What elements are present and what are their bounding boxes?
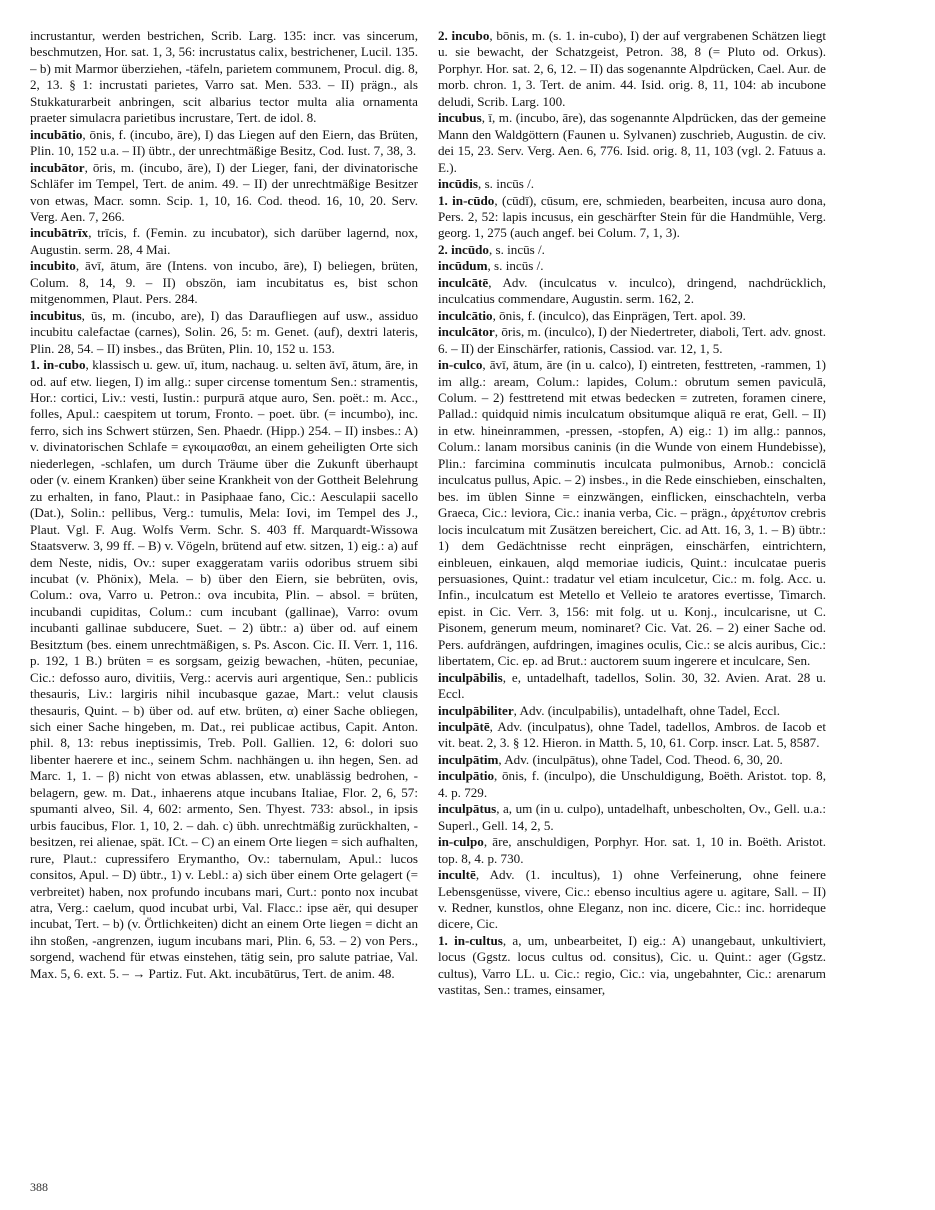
entry-headword: incubātrīx bbox=[30, 225, 89, 241]
entry-headword: inculpātē bbox=[438, 719, 490, 735]
entry-grammar: , ōris, m. (inculco), bbox=[494, 324, 595, 340]
entry-definition: untadelhaft, ohne Tadel, Eccl. bbox=[620, 702, 781, 718]
entry-grammar: , klassisch u. gew. uī, itum, nachaug. u. selten āvī, ātum, āre, bbox=[85, 357, 405, 373]
entry-headword: inculcātio bbox=[438, 307, 493, 323]
entry-definition: ohne Tadel, Cod. Theod. 6, 30, 20. bbox=[598, 751, 783, 767]
dictionary-entry bbox=[438, 752, 826, 768]
entry-grammar: , ōris, m. (incubo, āre), bbox=[84, 159, 212, 175]
entry-grammar: , ōnis, f. (incubo, āre), bbox=[82, 126, 201, 142]
entry-headword: incubātor bbox=[30, 159, 85, 175]
entry-grammar: , āvī, ātum, āre (in u. calco), bbox=[482, 357, 635, 373]
entry-definition: incūs /. bbox=[503, 241, 545, 257]
entry-definition: anschuldigen, Porphyr. Hor. sat. 1, 10 in. Boëth. Aristot. top. 8, 4. p. 730. bbox=[438, 834, 826, 866]
dictionary-entry bbox=[438, 933, 826, 999]
entry-headword: incūdum bbox=[438, 258, 488, 274]
entry-headword: in-culco bbox=[438, 357, 483, 373]
entry-grammar: , trīcis, f. (Femin. zu incubator), bbox=[88, 225, 269, 241]
entry-definition: untadelhaft, tadellos, Solin. 30, 32. Avien. Arat. 28 u. Eccl. bbox=[438, 669, 826, 702]
dictionary-entry bbox=[438, 834, 826, 867]
dictionary-entry bbox=[30, 28, 418, 127]
dictionary-entry bbox=[438, 768, 826, 801]
entry-definition: dringend, nachdrücklich, inculcatius commendare, Augustin. serm. 162, 2. bbox=[438, 274, 826, 307]
entry-grammar: , s. bbox=[488, 241, 504, 257]
entry-headword: 2. incūdo bbox=[438, 241, 489, 257]
entry-definition: I) der Lieger, fani, der divinatorische Schläfer im Tempel, Tert. de anim. 49. – II) der unrechtmäßige Besitzer von etwas, Macr. somn. Scip. 1, 10, 16. Cod. theod. 16, 10, 20. Serv. Verg. Aen. 7, 266. bbox=[30, 159, 418, 224]
entry-grammar: , ōnis, f. (inculco), bbox=[492, 307, 589, 323]
page-number: 388 bbox=[30, 1180, 48, 1194]
dictionary-entry bbox=[438, 719, 826, 752]
entry-headword: incultē bbox=[438, 867, 476, 883]
dictionary-entry bbox=[30, 308, 418, 357]
entry-definition: untadelhaft, unbescholten, Ov., Gell. u.a.: Superl., Gell. 14, 2, 5. bbox=[438, 801, 826, 833]
dictionary-entry bbox=[438, 275, 826, 308]
entry-grammar: , Adv. (inculpātus), bbox=[498, 751, 599, 767]
entry-headword: 1. in-cūdo bbox=[438, 192, 495, 208]
entry-definition: schmieden, bearbeiten, incusa auro dona, Pers. 2, 52: lapis incusus, ein geschärfter Stein für die Handmühle, Verg. georg. 1, 275 (auch angef. bei Colum. 7, 1, 3). bbox=[438, 192, 826, 241]
dictionary-entry bbox=[438, 258, 826, 274]
entry-definition: ohne Tadel, tadellos, Ambros. de Iacob et vit. beat. 2, 3. § 12. Hieron. in Matth. 5, 10, 61. Corp. inscr. Lat. 5, 8587. bbox=[438, 719, 826, 751]
entry-headword: inculpātio bbox=[438, 768, 495, 784]
dictionary-entry bbox=[438, 176, 826, 192]
entry-grammar: , ūs, m. (incubo, are), bbox=[81, 307, 205, 323]
dictionary-entry bbox=[30, 160, 418, 226]
entry-definition: die Unschuldigung, Boëth. Aristot. top. 8, 4. p. 729. bbox=[438, 768, 826, 800]
entry-grammar: , e, bbox=[502, 669, 522, 685]
entry-headword: inculpātim bbox=[438, 751, 499, 767]
entry-headword: inculpābiliter bbox=[438, 702, 514, 718]
entry-definition: das sogenannte Alpdrücken, das der gemeine Mann den Waldgöttern (Faunen u. Sylvanen) zuschrieb, Augustin. de civ. dei 15, 23. Serv. Verg. Aen. 6, 776. Isid. orig. 8, 11, 103 (vgl. 2. Fatuus a. E.). bbox=[438, 110, 826, 175]
entry-grammar: , a, um (in u. culpo), bbox=[496, 801, 604, 817]
dictionary-entry bbox=[30, 225, 418, 258]
entry-headword: 2. incubo bbox=[438, 28, 490, 43]
entry-grammar: , ōnis, f. (inculpo), bbox=[494, 768, 596, 784]
dictionary-entry bbox=[30, 127, 418, 160]
dictionary-entry bbox=[438, 308, 826, 324]
entry-headword: incubus bbox=[438, 110, 482, 126]
dictionary-entry bbox=[438, 110, 826, 176]
entry-headword: incūdis bbox=[438, 176, 479, 192]
dictionary-entry bbox=[438, 28, 826, 110]
entry-headword: inculcātor bbox=[438, 324, 495, 340]
entry-headword: 1. in-cultus bbox=[438, 932, 503, 948]
dictionary-entry bbox=[438, 703, 826, 719]
entry-grammar: , āvī, ātum, āre (Intens. von incubo, āre), bbox=[75, 258, 308, 274]
dictionary-entry bbox=[438, 242, 826, 258]
entry-grammar: , Adv. (inculpatus), bbox=[489, 719, 594, 735]
entry-definition: incūs /. bbox=[492, 176, 535, 192]
entry-grammar: , a, um, bbox=[502, 932, 548, 948]
entry-headword: incubitus bbox=[30, 307, 82, 323]
entry-grammar: , s. bbox=[487, 258, 503, 274]
entry-definition: sich darüber lagernd, nox, Augustin. serm. 28, 4 Mai. bbox=[30, 225, 418, 257]
entry-grammar: , (cūdī), cūsum, ere, bbox=[494, 192, 602, 208]
dictionary-entry bbox=[438, 324, 826, 357]
entry-definition: das Einprägen, Tert. apol. 39. bbox=[588, 307, 746, 323]
entry-definition: I) der auf vergrabenen Schätzen liegt u. sie bewacht, der Schatzgeist, Petron. 38, 8 (= Pluto od. Orkus). Porphyr. Hor. sat. 2, 6, 12. – II) das sogenannte Alpdrücken, Cael. Aur. de morb. chron. 1, 3. Tert. de anim. 44. Isid. orig. 8, 11, 104: ab incubone deludi, Scrib. Larg. 100. bbox=[438, 28, 826, 109]
entry-headword: 1. in-cubo bbox=[30, 357, 86, 373]
dictionary-entry bbox=[30, 258, 418, 307]
entry-definition: ohne Verfeinerung, ohne feinere Lebensgenüsse, vivere, Cic.: ebenso incultius agere u. agitare, Sall. – II) v. Redner, kunstlos, ohne Eleganz, non inc. dicere, Cic.: inc. horrideque dicere, Cic. bbox=[438, 867, 826, 932]
entry-definition: incūs /. bbox=[502, 258, 544, 274]
entry-grammar: , ī, m. (incubo, āre), bbox=[481, 110, 587, 126]
dictionary-entry bbox=[438, 193, 826, 242]
dictionary-entry bbox=[438, 801, 826, 834]
entry-definition: incrustantur, werden bestrichen, Scrib. Larg. 135: incr. vas sincerum, beschmutzen, Hor. sat. 1, 3, 56: incrustatus calix, bestrichener, Lucil. 135. – b) mit Marmor überziehen, -täfeln, parietem communem, Procul. dig. 8, 2, 13. § 1: incrustati parietes, Varro sat. Men. 533. – II) prägn., als Stukkaturarbeit anbringen, scit albarius tector multa alia ornamenta praeter simulacra parietibus incrustare, Tert. de idol. 8. bbox=[30, 28, 418, 126]
entry-definition: I) beliegen, brüten, Colum. 8, 14, 9. – II) obszön, iam incubitatus es, bist schon mitgenommen, Plaut. Pers. 284. bbox=[30, 258, 418, 307]
entry-headword: incubātio bbox=[30, 126, 83, 142]
entry-grammar: , bōnis, m. (s. 1. in-cubo), bbox=[489, 28, 627, 43]
entry-definition: unbearbeitet, I) eig.: A) unangebaut, unkultiviert, locus (Ggstz. locus cultus od. consitus), Cic. u. Quint.: ager (Ggstz. cultus), Varro LL. u. Cic.: regio, Cic.: via, ungebahnter, Cic.: arenarum vastitas, Sen.: trames, einsamer, bbox=[438, 932, 826, 998]
right-column bbox=[438, 28, 826, 1178]
dictionary-entry bbox=[30, 357, 418, 982]
entry-grammar: , Adv. (inculcatus v. inculco), bbox=[488, 274, 676, 290]
dictionary-entry bbox=[438, 670, 826, 703]
entry-definition: I) das Liegen auf den Eiern, das Brüten, Plin. 10, 152 u.a. – II) übtr., der unrechtmäßige Besitz, Cod. Iust. 7, 38, 3. bbox=[30, 126, 418, 159]
dictionary-entry bbox=[438, 357, 826, 670]
entry-definition: I) das Daraufliegen auf usw., assiduo incubitu calefactae (carnes), Solin. 26, 5: m. Genet. (auf), dextri lateris, Plin. 28, 54. – II) insbes., das Brüten, Plin. 10, 152 u. 153. bbox=[30, 307, 418, 356]
entry-grammar: , s. bbox=[478, 176, 493, 192]
entry-grammar: , āre, bbox=[483, 834, 512, 850]
entry-headword: incubito bbox=[30, 258, 76, 274]
entry-headword: in-culpo bbox=[438, 834, 484, 850]
entry-headword: inculcātē bbox=[438, 274, 489, 290]
entry-headword: inculpābilis bbox=[438, 669, 503, 685]
dictionary-entry bbox=[438, 867, 826, 933]
entry-definition: I) eintreten, festtreten, -rammen, 1) im allg.: aream, Colum.: lapides, Colum.: obrutum semen paviculā, Colum. – 2) festtretend mit etwas bedecken = zutreten, foramen cinere, Pallad.: quidquid nimis inculcatum obsitumque aliquā re erat, Gell. – II) in etw. hineinrammen, -pressen, -stopfen, A) eig.: 1) im allg.: pannos, Colum.: lanam morsibus caninis (in die Wunde von einem Hundebisse), Plin.: farcimina comminutis inculcata pulmonibus, Arnob.: conciclā inculcatus pullus, Apic. – 2) insbes., in die Rede einschieben, einschalten, bes. im üblen Sinne = einzwängen, einflicken, einschachteln, verba Graeca, Cic.: leviora, Cic.: inania verba, Cic. – prägn., ἀρχέτυπον crebris locis inculcatum mit Zusätzen bereichert, Cic. ad Att. 16, 3, 1. – B) übtr.: 1) dem Gedächtnisse recht einprägen, einschärfen, eintrichtern, einbleuen, einkauen, alqd memoriae iudicis, Quint.: inculcatae pueris persuasiones, Quint.: tradatur vel etiam inculcetur, Cic.: m. folg. Acc. u. Infin., inculcatum est Metello et Velleio te aratores evertisse, Timarch. epist. in Cic. Verr. 3, 156: mit folg. ut u. Konj., inculcarisne, ut C. Pisonem, generum meum, nominaret? Cic. Vat. 26. – 2) einer Sache od. Pers. aufdrängen, aufdringen, imagines oculis, Cic.: se alcis auribus, Cic.: libertatem, Cic. ep. ad Brut.: auctorem suum ingerere et inculcare, Sen. bbox=[438, 357, 826, 669]
entry-definition: in od. auf etw. liegen, I) im allg.: super circense tomentum Sen.: stramentis, Hor.: cortici, Liv.: vesti, Iustin.: purpurā atque auro, Sen. poët.: m. Acc., folles, Apul.: caespitem ut torum, Fronto. – poet. übr. (= incumbo), inc. ferro, sich ins Schwert stürzen, Sen. Phaedr. (Hipp.) 254. – II) insbes.: A) v. divinatorischen Schlafe = εγκοιμασθαι, an einem geheiligten Orte sich niederlegen, -schlafen, um durch Träume über die Zukunft überhaupt oder (v. einem Kranken) über seine Krankheit von der Gottheit Belehrung zu erhalten, in fano, Plaut.: in Pasiphaae fano, Cic.: Aesculapii sacello (Dat.), Solin.: pellibus, Verg.: tumulis, Mela: Iovi, im Tempel des J., Plaut. Vgl. F. Aug. Wolfs Verm. Schr. S. 403 ff. Marquardt-Wissowa Staatsverw. 3, 99 ff. – B) v. Vögeln, brütend auf etw. sitzen, 1) eig.: a) auf dem Neste, nidis, Ov.: super exaggeratam variis odoribus struem sibi incubat (v. Phönix), Mela. – b) über den Eiern, sie bebrüten, ovis, Colum.: ova, Varro u. Petron.: ova incubita, Plin. – absol. = brüten, incubandi cupiditas, Colum.: cum incubant (gallinae), Varro: ovum incubanti gallinae subducere, Suet. – 2) übtr.: a) über od. auf einem Besitztum (bes. einem unrechtmäßigen, s. Ps. Ascon. Cic. II. Verr. 1, 116. p. 192, 1 B.) brüten = es sorgsam, geizig bewachen, -hüten, pecuniae, Cic.: defosso auro, divitiis, Verg.: acervis auri argentique, Sen.: publicis thesauris, Liv.: largiris nihil incubasque gazae, Mart.: velut clausis thesauris, Quint. – b) über od. auf etw. brüten, α) einer Sache obliegen, sich einer Sache hingeben, m. Dat., rei publicae actibus, Capit. Anton. phil. 8, 13: rebus ineptissimis, Treb. Poll. Gallien. 12, 6: dolori suo libenter haerere et inc., seinem Schm. nachhängen u. ihn hegen, Sen. ad Marc. 1, 1. – β) nicht von etwas ablassen, etw. unablässig bedrohen, -belagern, gew. m. Dat., inhaerens atque incubans Italiae, Flor. 2, 6, 57: spumanti alveo, Sil. 4, 602: armento, Sen. Thyest. 733: absol., in ipsis urbis faucibus, Flor. 1, 10, 2. – dah. c) übh. unrechtmäßig zurückhalten, -besitzen, rei alienae, spät. ICt. – C) an einem Orte liegen = sich aufhalten, rure, Plaut.: cupressifero Erymantho, Ov.: tabernulam, Apul.: lucos consitos, Apul. – D) übtr., 1) v. Lebl.: a) sich über einem Orte gelagert (= verbreitet) haben, nox profundo incubans mari, Curt.: ponto nox incubat atra, Verg.: caelum, quod incubat urbi, Val. Flacc.: ipse aër, qui desuper incubat, Tert. – b) (v. Örtlichkeiten) dicht an einem Orte liegen = dicht an ihn stoßen, -angrenzen, iugum incubans mari, Plin. 6, 53. – 2) von Pers., sorgend, wachend für etwas einstehen, tätig sein, pro salute patriae, Val. Max. 5, 6. ext. 5. – → Partiz. Fut. Akt. incubātūrus, Tert. de anim. 48. bbox=[30, 357, 418, 981]
entry-grammar: , Adv. (inculpabilis), bbox=[513, 702, 621, 718]
entry-headword: inculpātus bbox=[438, 801, 497, 817]
entry-grammar: , Adv. (1. incultus), 1) bbox=[475, 867, 623, 883]
entry-definition: I) der Niedertreter, diaboli, Tert. adv. gnost. 6. – II) der Einschärfer, rationis, Cassiod. var. 12, 1, 5. bbox=[438, 324, 826, 356]
left-column bbox=[30, 28, 418, 1178]
